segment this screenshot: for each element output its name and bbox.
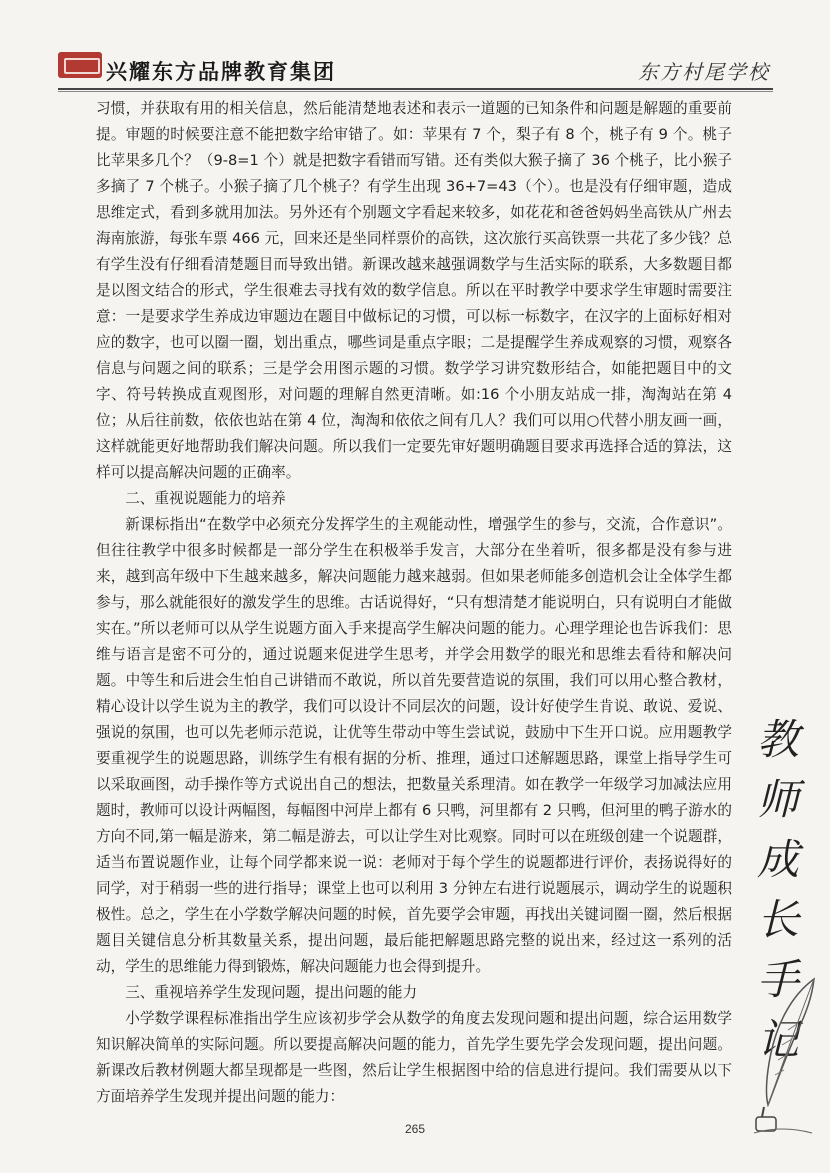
group-logo — [58, 52, 102, 78]
page-number: 265 — [404, 1122, 426, 1136]
quill-pen-icon — [752, 975, 822, 1135]
school-name: 东方村尾学校 — [638, 60, 770, 84]
page-header — [0, 0, 830, 90]
paragraph-speaking: 新课标指出“在数学中必须充分发挥学生的主观能动性，增强学生的参与，交流，合作意识”。但往往教学中很多时候都是一部分学生在积极举手发言，大部分在坐着听，很多都是没有参与进来，越到高年级中下生越来越多，解决问题能力越来越弱。但如果老师能多创造机会让全体学生都参与，那么就能很好的激发学生的思维。古话说得好，“只有想清楚才能说明白，只有说明白才能做实在。”所以老师可以从学生说题方面入手来提高学生解决问题的能力。心理学理论也告诉我们：思维与语言是密不可分的，通过说题来促进学生思考，并学会用数学的眼光和思维去看待和解决问题。中等生和后进会生怕自己讲错而不敢说，所以首先要营造说的氛围，我们可以用心整合教材，精心设计以学生说为主的教学，我们可以设计不同层次的问题，设计好使学生肯说、敢说、爱说、强说的氛围，也可以先老师示范说，让优等生带动中等生尝试说，鼓励中下生开口说。应用题教学要重视学生的说题思路，训练学生有根有据的分析、推理，通过口述解题思路，课堂上指导学生可以采取画图，动手操作等方式说出自己的想法，把数量关系理清。如在教学一年级学习加减法应用题时，教师可以设计两幅图，每幅图中河岸上都有 6 只鸭，河里都有 2 只鸭，但河里的鸭子游水的方向不同,第一幅是游来，第二幅是游去，可以让学生对比观察。同时可以在班级创建一个说题群，适当布置说题作业，让每个同学都来说一说：老师对于每个学生的说题都进行评价，表扬说得好的同学，对于稍弱一些的进行指导；课堂上也可以利用 3 分钟左右进行说题展示，调动学生的说题积极性。总之，学生在小学数学解决问题的时候，首先要学会审题，再找出关键词圈一圈，然后根据题目关键信息分析其数量关系，提出问题，最后能把解题思路完整的说出来，经过这一系列的活动，学生的思维能力得到锻炼，解决问题能力也会得到提升。 — [96, 516, 732, 975]
section-heading-2: 二、重视说题能力的培养 — [125, 490, 286, 507]
section-heading-3: 三、重视培养学生发现问题，提出问题的能力 — [125, 984, 418, 1001]
calligraphy-char: 师 — [756, 775, 799, 824]
paragraph-continuation: 习惯，并获取有用的相关信息，然后能清楚地表述和表示一道题的已知条件和问题是解题的重要前提。审题的时候要注意不能把数字给审错了。如：苹果有 7 个，梨子有 8 个，桃子有 9 个。桃子比苹果多几个？（9-8=1 个）就是把数字看错而写错。还有类似大猴子摘了 36 个桃子，比小猴子多摘了 7 个桃子。小猴子摘了几个桃子？有学生出现 36+7=43（个）。也是没有仔细审题，造成思维定式，看到多就用加法。另外还有个别题文字看起来较多，如花花和爸爸妈妈坐高铁从广州去海南旅游，每张车票 466 元，回来还是坐同样票价的高铁，这次旅行买高铁票一共花了多少钱？总有学生没有仔细看清楚题目而导致出错。新课改越来越强调数学与生活实际的联系，大多数题目都是以图文结合的形式，学生很难去寻找有效的数学信息。所以在平时教学中要求学生审题时需要注意：一是要求学生养成边审题边在题目中做标记的习惯，可以标一标数字，在汉字的上面标好相对应的数字，也可以圈一圈，划出重点，哪些词是重点字眼；二是提醒学生养成观察的习惯，观察各信息与问题之间的联系；三是学会用图示题的习惯。数学学习讲究数形结合，如能把题目中的文字、符号转换成直观图形，对问题的理解自然更清晰。如:16 个小朋友站成一排，淘淘站在第 4 位；从后往前数，依依也站在第 4 位，淘淘和依依之间有几人？我们可以用○代替小朋友画一画，这样就能更好地帮助我们解决问题。所以我们一定要先审好题明确题目要求再选择合适的算法，这样可以提高解决问题的正确率。 — [96, 100, 732, 481]
header-rule-thin — [58, 91, 773, 92]
header-rule — [58, 88, 773, 90]
calligraphy-char: 手 — [756, 955, 799, 1004]
calligraphy-char: 教 — [756, 715, 799, 764]
body-text — [96, 96, 732, 1110]
calligraphy-char: 记 — [756, 1015, 799, 1064]
calligraphy-char: 长 — [756, 895, 799, 944]
calligraphy-char: 成 — [756, 835, 799, 884]
org-name: 兴耀东方品牌教育集团 — [106, 59, 336, 84]
paragraph-questioning: 小学数学课程标准指出学生应该初步学会从数学的角度去发现问题和提出问题，综合运用数学知识解决简单的实际问题。所以要提高解决问题的能力，首先学生要先学会发现问题，提出问题。新课改后教材例题大都呈现都是一些图，然后让学生根据图中给的信息进行提问。我们需要从以下方面培养学生发现并提出问题的能力： — [96, 1010, 732, 1105]
